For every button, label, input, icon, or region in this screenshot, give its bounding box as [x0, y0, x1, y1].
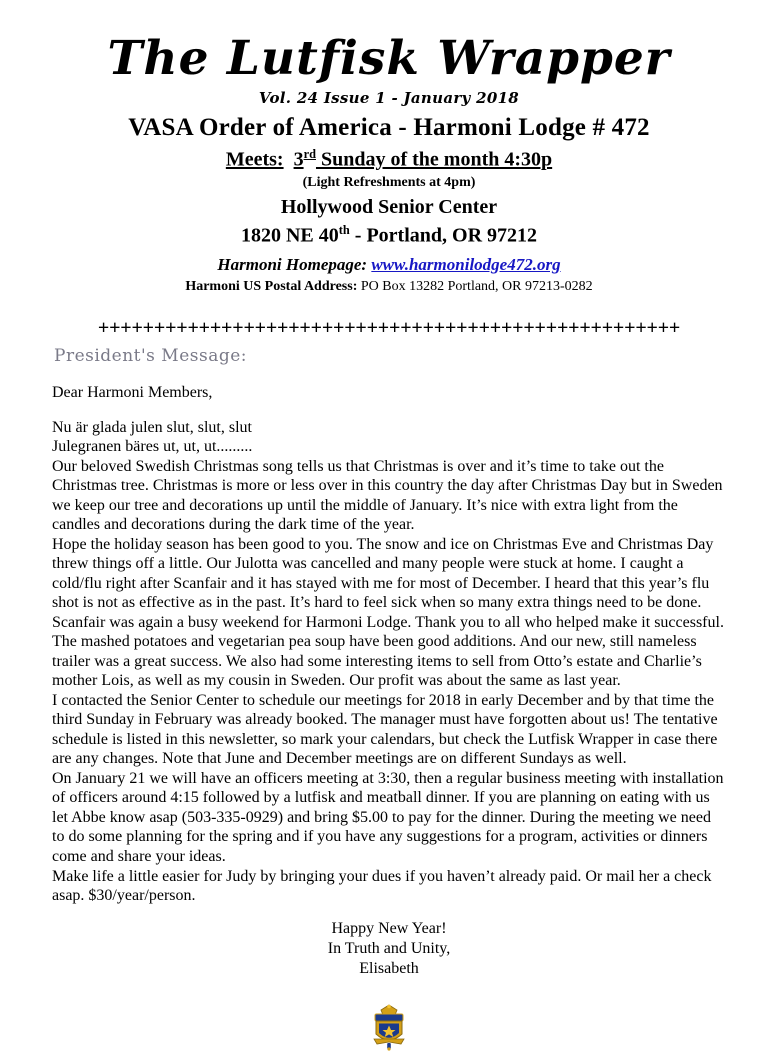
- closing-block: [52, 919, 726, 979]
- postal-value: PO Box 13282 Portland, OR 97213-0282: [360, 278, 593, 294]
- page-title: The Lutfisk Wrapper: [107, 31, 671, 86]
- section-heading-presidents-message: President's Message:: [54, 345, 248, 366]
- meeting-time-line: [52, 147, 726, 172]
- paragraph: Make life a little easier for Judy by bringing your dues if you haven’t already paid. Or mail her a check asap. $30/year/person.: [52, 867, 712, 905]
- verse-block: [52, 418, 726, 457]
- paragraph: I contacted the Senior Center to schedule our meetings for 2018 in early December and by that time the third Sunday in February was already booked. The manager must have forgotten about us! The tentative schedule is listed in this newsletter, so mark your calendars, but check the Lutfisk Wrapper in case there are any changes. Note that June and December meetings are on different Sundays as well.: [52, 691, 718, 768]
- lodge-name: VASA Order of America - Harmoni Lodge # 472: [128, 114, 650, 142]
- vasa-order-emblem-icon: [368, 1003, 410, 1056]
- meets-spacer: [284, 149, 294, 171]
- salutation: Dear Harmoni Members,: [52, 383, 213, 401]
- verse-line-1: Nu är glada julen slut, slut, slut: [52, 418, 252, 436]
- article-body: [52, 346, 726, 979]
- meets-day-number: 3: [293, 149, 304, 171]
- paragraph: Scanfair was again a busy weekend for Harmoni Lodge. Thank you to all who helped make it successful. The mashed potatoes and vegetarian pea soup have been good additions. And our new, still nameless trailer was a great success. We also had some interesting items to sell from Otto’s estate and Charlie’s mother Lois, as well as my cousin in Sweden. Our profit was about the same as last year.: [52, 613, 724, 690]
- homepage-label: Harmoni Homepage:: [217, 254, 368, 274]
- venue-address: [52, 223, 726, 248]
- paragraph: Hope the holiday season has been good to you. The snow and ice on Christmas Eve and Christmas Day threw things off a little. Our Julotta was cancelled and many people were stuck at home. I caught a cold/flu right after Scanfair and it has stayed with me for most of December. I heard that this year’s flu shot is not as effective as in the past. It’s hard to feel sick when so many extra things need to be done.: [52, 535, 714, 612]
- meets-day-rest: Sunday of the month 4:30p: [315, 149, 553, 171]
- meets-day-ordinal: rd: [303, 147, 316, 162]
- refreshments-note: (Light Refreshments at 4pm): [302, 175, 476, 190]
- paragraph: On January 21 we will have an officers meeting at 3:30, then a regular business meeting with installation of officers around 4:15 followed by a lutfisk and meatball dinner. If you are planning on eating with us let Abbe know asap (503-335-0929) and bring $5.00 to pay for the dinner. During the meeting we need to do some planning for the spring and if you have any suggestions for a program, activities or dinners come and share your ideas.: [52, 769, 724, 865]
- closing-salutation: In Truth and Unity,: [327, 939, 451, 957]
- plus-divider: ++++++++++++++++++++++++++++++++++++++++++++++++++++: [97, 316, 681, 339]
- meets-label: Meets:: [225, 149, 284, 171]
- venue-name: Hollywood Senior Center: [280, 196, 498, 218]
- paragraph: Our beloved Swedish Christmas song tells us that Christmas is over and it’s time to take out the Christmas tree. Christmas is more or less over in this country the day after Christmas Day but in Sweden we keep our tree and decorations up until the middle of January. It’s nice with extra light from the candles and decorations during the dark time of the year.: [52, 457, 723, 534]
- closing-signature: Elisabeth: [359, 959, 419, 977]
- masthead: [52, 31, 726, 295]
- address-street: 1820 NE 40: [240, 224, 339, 247]
- address-city-state-zip: - Portland, OR 97212: [349, 224, 538, 247]
- closing-greeting: Happy New Year!: [331, 919, 447, 937]
- issue-line: Vol. 24 Issue 1 - January 2018: [258, 89, 520, 108]
- homepage-line: [52, 255, 726, 275]
- address-ordinal: th: [338, 223, 350, 237]
- emblem-container: [52, 1003, 726, 1056]
- homepage-link[interactable]: www.harmonilodge472.org: [371, 254, 561, 274]
- verse-line-2: Julegranen bäres ut, ut, ut.........: [52, 438, 253, 456]
- postal-address-line: [52, 279, 726, 295]
- postal-label: Harmoni US Postal Address:: [185, 278, 358, 294]
